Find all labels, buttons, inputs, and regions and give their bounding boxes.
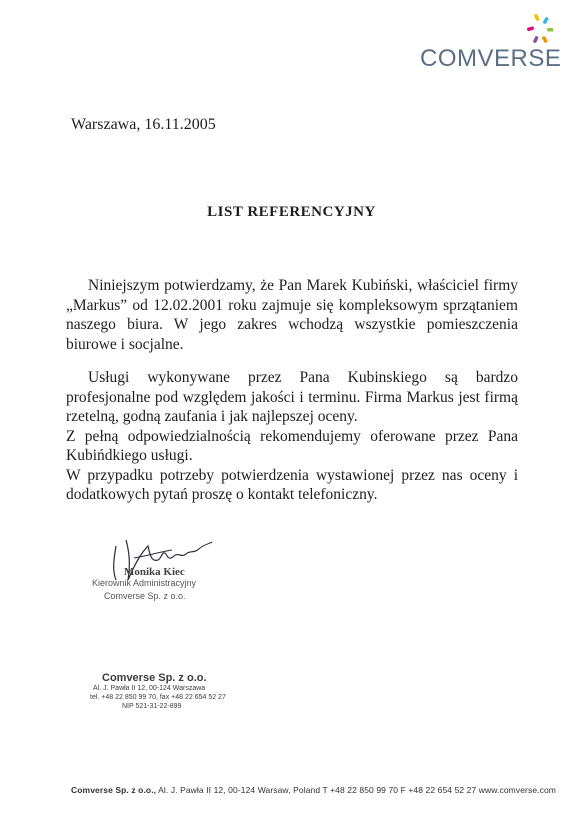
signatory-role: Kierownik Administracyjny — [92, 578, 197, 588]
address-phones: tel. +48 22 850 99 70, fax +48 22 654 52 27 — [90, 694, 226, 701]
letter-paragraph: Z pełną odpowiedzialnością rekomendujemy oferowane przez Pana Kubińdkiego usługi. — [66, 427, 518, 464]
logo-petal-magenta — [527, 26, 534, 31]
letter-paragraph: Niniejszym potwierdzamy, że Pan Marek Kubiński, właściciel firmy „Markus” od 12.02.2001 roku zajmuje się kompleksowym sprzątaniem naszego biura. W jego zakres wchodzą wszystkie pomieszczenia biurowe i socjalne. — [66, 277, 518, 353]
logo-petal-purple — [533, 36, 539, 44]
logo-petal-blue — [542, 17, 549, 25]
logo-wordmark: COMVERSE — [420, 45, 562, 72]
letter-body-block — [66, 368, 518, 505]
page-footer — [71, 785, 556, 795]
address-stamp — [85, 672, 226, 711]
letter-paragraph: Usługi wykonywane przez Pana Kubinskiego są bardzo profesjonalne pod względem jakości i terminu. Firma Markus jest firmą rzetelną, godną zaufania i jak najlepszej oceny. — [66, 369, 518, 425]
logo-petal-orange — [541, 36, 548, 44]
letter-paragraph: W przypadku potrzeby potwierdzenia wystawionej przez nas oceny i dodatkowych pytań proszę o kontakt telefoniczny. — [66, 466, 518, 503]
address-company: Comverse Sp. z o.o. — [102, 672, 207, 684]
letter-title: LIST REFERENCYJNY — [207, 204, 376, 220]
logo-petal-green — [547, 28, 553, 32]
signatory-name: Monika Kiec — [124, 566, 185, 578]
letter-date: Warszawa, 16.11.2005 — [71, 116, 216, 133]
logo-mark-icon — [527, 14, 553, 48]
comverse-logo — [418, 14, 562, 72]
footer-company: Comverse Sp. z o.o., — [71, 785, 157, 795]
logo-petal-yellow — [534, 14, 540, 21]
signatory-company: Comverse Sp. z o.o. — [104, 591, 186, 601]
address-street: Al. J. Pawła II 12, 00-124 Warszawa — [93, 685, 206, 692]
address-nip: NIP 521-31-22-899 — [122, 703, 182, 710]
footer-details: Al. J. Pawła II 12, 00-124 Warsaw, Poland T +48 22 850 99 70 F +48 22 654 52 27 www.comverse.com — [156, 785, 556, 795]
